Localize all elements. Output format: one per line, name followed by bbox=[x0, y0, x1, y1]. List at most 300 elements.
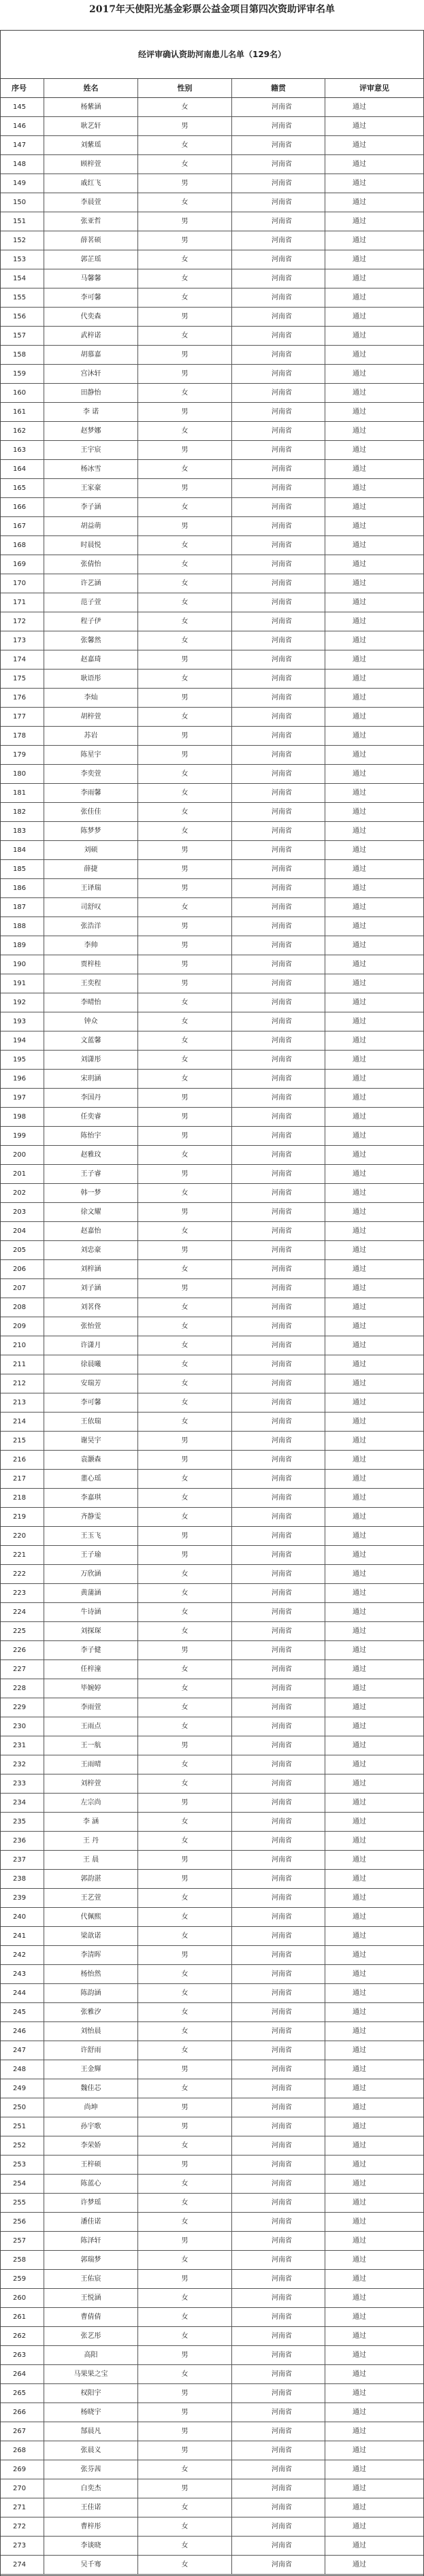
serial-cell: 247 bbox=[1, 2041, 44, 2060]
serial-cell: 259 bbox=[1, 2270, 44, 2288]
gender-cell: 女 bbox=[138, 2556, 232, 2574]
origin-cell: 河南省 bbox=[232, 422, 325, 440]
table-row bbox=[1, 974, 423, 993]
table-row bbox=[1, 746, 423, 765]
table-row bbox=[1, 2384, 423, 2403]
review-result-cell: 通过 bbox=[353, 1246, 366, 1254]
origin-cell: 河南省 bbox=[232, 1565, 325, 1583]
origin-cell: 河南省 bbox=[232, 2460, 325, 2479]
serial-cell: 243 bbox=[1, 1965, 44, 1983]
origin-cell: 河南省 bbox=[232, 1679, 325, 1698]
table-row bbox=[1, 1184, 423, 1203]
name-cell: 张倩怡 bbox=[44, 555, 138, 574]
origin-cell: 河南省 bbox=[232, 1908, 325, 1926]
review-result-cell: 通过 bbox=[353, 1647, 366, 1654]
serial-cell: 157 bbox=[1, 327, 44, 345]
review-result-cell: 通过 bbox=[353, 1780, 366, 1787]
serial-cell: 208 bbox=[1, 1298, 44, 1317]
origin-cell: 河南省 bbox=[232, 593, 325, 612]
serial-cell: 197 bbox=[1, 1089, 44, 1107]
table-row bbox=[1, 193, 423, 212]
review-result-cell: 通过 bbox=[353, 770, 366, 778]
table-row bbox=[1, 2441, 423, 2460]
origin-cell: 河南省 bbox=[232, 2098, 325, 2117]
header-name: 姓名 bbox=[44, 79, 138, 97]
review-result-cell: 通过 bbox=[353, 885, 366, 892]
gender-cell: 女 bbox=[138, 1755, 232, 1774]
origin-cell: 河南省 bbox=[232, 269, 325, 288]
review-result-cell: 通过 bbox=[353, 2371, 366, 2378]
gender-cell: 女 bbox=[138, 2308, 232, 2326]
name-cell: 王艺萱 bbox=[44, 1889, 138, 1907]
review-result-cell: 通过 bbox=[353, 865, 366, 873]
name-cell: 张馨然 bbox=[44, 631, 138, 650]
name-cell: 许艺涵 bbox=[44, 574, 138, 593]
serial-cell: 169 bbox=[1, 555, 44, 574]
origin-cell: 河南省 bbox=[232, 974, 325, 993]
origin-cell: 河南省 bbox=[232, 2175, 325, 2193]
review-result-cell: 通过 bbox=[353, 1913, 366, 1921]
table-row bbox=[1, 1470, 423, 1489]
gender-cell: 女 bbox=[138, 1889, 232, 1907]
review-result-cell: 通过 bbox=[353, 1685, 366, 1692]
table-row bbox=[1, 1089, 423, 1108]
serial-cell: 210 bbox=[1, 1336, 44, 1355]
serial-cell: 246 bbox=[1, 2022, 44, 2041]
table-row bbox=[1, 1889, 423, 1908]
gender-cell: 男 bbox=[138, 2232, 232, 2250]
serial-cell: 270 bbox=[1, 2479, 44, 2498]
gender-cell: 女 bbox=[138, 98, 232, 116]
name-cell: 王一航 bbox=[44, 1736, 138, 1755]
gender-cell: 男 bbox=[138, 1546, 232, 1564]
origin-cell: 河南省 bbox=[232, 860, 325, 878]
origin-cell: 河南省 bbox=[232, 1108, 325, 1126]
table-row bbox=[1, 2498, 423, 2517]
table-row bbox=[1, 2136, 423, 2156]
serial-cell: 240 bbox=[1, 1908, 44, 1926]
origin-cell: 河南省 bbox=[232, 1927, 325, 1945]
origin-cell: 河南省 bbox=[232, 746, 325, 764]
serial-cell: 196 bbox=[1, 1070, 44, 1088]
serial-cell: 209 bbox=[1, 1317, 44, 1336]
gender-cell: 女 bbox=[138, 2517, 232, 2536]
table-row bbox=[1, 1641, 423, 1660]
name-cell: 李雨萱 bbox=[44, 1698, 138, 1717]
table-row bbox=[1, 517, 423, 536]
review-result-cell: 通过 bbox=[353, 275, 366, 282]
gender-cell: 女 bbox=[138, 1260, 232, 1278]
name-cell: 刘硕 bbox=[44, 841, 138, 859]
gender-cell: 女 bbox=[138, 1508, 232, 1526]
origin-cell: 河南省 bbox=[232, 384, 325, 402]
origin-cell: 河南省 bbox=[232, 1432, 325, 1450]
name-cell: 万欣涵 bbox=[44, 1565, 138, 1583]
review-result-cell: 通过 bbox=[353, 332, 366, 340]
name-cell: 陈梦梦 bbox=[44, 822, 138, 840]
name-cell: 宋玥涵 bbox=[44, 1070, 138, 1088]
table-row bbox=[1, 1584, 423, 1603]
review-result-cell: 通过 bbox=[353, 370, 366, 378]
serial-cell: 165 bbox=[1, 479, 44, 497]
gender-cell: 女 bbox=[138, 1774, 232, 1793]
serial-cell: 260 bbox=[1, 2289, 44, 2307]
serial-cell: 218 bbox=[1, 1489, 44, 1507]
name-cell: 李子健 bbox=[44, 1641, 138, 1659]
gender-cell: 女 bbox=[138, 250, 232, 269]
table-row bbox=[1, 174, 423, 193]
review-result-cell: 通过 bbox=[353, 2542, 366, 2549]
name-cell: 李 诺 bbox=[44, 403, 138, 421]
review-result-cell: 通过 bbox=[353, 1761, 366, 1768]
review-result-cell: 通过 bbox=[353, 2218, 366, 2226]
name-cell: 陈泽轩 bbox=[44, 2232, 138, 2250]
origin-cell: 河南省 bbox=[232, 1260, 325, 1278]
review-result-cell: 通过 bbox=[353, 904, 366, 911]
gender-cell: 男 bbox=[138, 212, 232, 231]
origin-cell: 河南省 bbox=[232, 631, 325, 650]
origin-cell: 河南省 bbox=[232, 308, 325, 326]
name-cell: 孙宇歌 bbox=[44, 2117, 138, 2136]
serial-cell: 212 bbox=[1, 1374, 44, 1393]
review-result-cell: 通过 bbox=[353, 1075, 366, 1083]
name-cell: 杨晓宇 bbox=[44, 2403, 138, 2422]
gender-cell: 女 bbox=[138, 1584, 232, 1602]
origin-cell: 河南省 bbox=[232, 1051, 325, 1069]
review-result-cell: 通过 bbox=[353, 1399, 366, 1406]
serial-cell: 261 bbox=[1, 2308, 44, 2326]
review-result-cell: 通过 bbox=[353, 2504, 366, 2511]
table-row bbox=[1, 1794, 423, 1813]
review-result-cell: 通过 bbox=[353, 2199, 366, 2207]
serial-cell: 250 bbox=[1, 2098, 44, 2117]
review-result-cell: 通过 bbox=[353, 103, 366, 111]
origin-cell: 河南省 bbox=[232, 498, 325, 516]
serial-cell: 245 bbox=[1, 2003, 44, 2021]
name-cell: 李国丹 bbox=[44, 1089, 138, 1107]
review-result-cell: 通过 bbox=[353, 942, 366, 949]
review-result-cell: 通过 bbox=[353, 2123, 366, 2130]
origin-cell: 河南省 bbox=[232, 2079, 325, 2098]
gender-cell: 女 bbox=[138, 1984, 232, 2002]
name-cell: 赵嘉琦 bbox=[44, 650, 138, 669]
serial-cell: 167 bbox=[1, 517, 44, 535]
table-row bbox=[1, 1127, 423, 1146]
gender-cell: 女 bbox=[138, 2194, 232, 2212]
origin-cell: 河南省 bbox=[232, 1813, 325, 1831]
table-row bbox=[1, 2365, 423, 2384]
review-result-cell: 通过 bbox=[353, 1227, 366, 1235]
name-cell: 陈星宇 bbox=[44, 746, 138, 764]
name-cell: 程子伊 bbox=[44, 612, 138, 631]
name-cell: 王雨点 bbox=[44, 1717, 138, 1736]
origin-cell: 河南省 bbox=[232, 2289, 325, 2307]
table-row bbox=[1, 231, 423, 250]
table-row bbox=[1, 1813, 423, 1832]
serial-cell: 184 bbox=[1, 841, 44, 859]
origin-cell: 河南省 bbox=[232, 1965, 325, 1983]
table-row bbox=[1, 1946, 423, 1965]
page-title: 2017年天使阳光基金彩票公益金项目第四次资助评审名单 bbox=[89, 4, 335, 15]
table-row bbox=[1, 136, 423, 155]
serial-cell: 170 bbox=[1, 574, 44, 593]
review-result-cell: 通过 bbox=[353, 2142, 366, 2149]
serial-cell: 248 bbox=[1, 2060, 44, 2079]
review-result-cell: 通过 bbox=[353, 1170, 366, 1178]
review-result-cell: 通过 bbox=[353, 827, 366, 835]
serial-cell: 252 bbox=[1, 2136, 44, 2155]
gender-cell: 男 bbox=[138, 1432, 232, 1450]
review-result-cell: 通过 bbox=[353, 199, 366, 206]
serial-cell: 163 bbox=[1, 441, 44, 459]
serial-cell: 271 bbox=[1, 2498, 44, 2517]
review-result-cell: 通过 bbox=[353, 1437, 366, 1444]
origin-cell: 河南省 bbox=[232, 288, 325, 307]
origin-cell: 河南省 bbox=[232, 1222, 325, 1240]
name-cell: 任奕睿 bbox=[44, 1108, 138, 1126]
origin-cell: 河南省 bbox=[232, 708, 325, 726]
serial-cell: 251 bbox=[1, 2117, 44, 2136]
gender-cell: 男 bbox=[138, 2156, 232, 2174]
gender-cell: 男 bbox=[138, 974, 232, 993]
serial-cell: 171 bbox=[1, 593, 44, 612]
review-result-cell: 通过 bbox=[353, 1628, 366, 1635]
serial-cell: 230 bbox=[1, 1717, 44, 1736]
serial-cell: 242 bbox=[1, 1946, 44, 1964]
name-cell: 马果果之宝 bbox=[44, 2365, 138, 2383]
review-result-cell: 通过 bbox=[353, 580, 366, 587]
origin-cell: 河南省 bbox=[232, 1393, 325, 1412]
gender-cell: 男 bbox=[138, 1241, 232, 1259]
review-result-cell: 通过 bbox=[353, 2466, 366, 2473]
table-subtitle: 经评审确认资助河南患儿名单（129名） bbox=[1, 31, 423, 79]
table-row bbox=[1, 574, 423, 593]
serial-cell: 145 bbox=[1, 98, 44, 116]
review-result-cell: 通过 bbox=[353, 675, 366, 682]
serial-cell: 224 bbox=[1, 1603, 44, 1621]
gender-cell: 男 bbox=[138, 1279, 232, 1298]
gender-cell: 男 bbox=[138, 1946, 232, 1964]
gender-cell: 男 bbox=[138, 879, 232, 897]
review-result-cell: 通过 bbox=[353, 1513, 366, 1521]
table-row bbox=[1, 2194, 423, 2213]
review-result-cell: 通过 bbox=[353, 1723, 366, 1730]
name-cell: 陈韵涵 bbox=[44, 1984, 138, 2002]
serial-cell: 155 bbox=[1, 288, 44, 307]
gender-cell: 女 bbox=[138, 1070, 232, 1088]
origin-cell: 河南省 bbox=[232, 1546, 325, 1564]
name-cell: 李灿 bbox=[44, 689, 138, 707]
table-row bbox=[1, 1355, 423, 1374]
gender-cell: 女 bbox=[138, 1031, 232, 1050]
name-cell: 薛茗硕 bbox=[44, 231, 138, 250]
origin-cell: 河南省 bbox=[232, 346, 325, 364]
origin-cell: 河南省 bbox=[232, 1889, 325, 1907]
gender-cell: 男 bbox=[138, 2117, 232, 2136]
review-result-cell: 通过 bbox=[353, 2332, 366, 2340]
name-cell: 薛捷 bbox=[44, 860, 138, 878]
gender-cell: 女 bbox=[138, 555, 232, 574]
name-cell: 潘佳诺 bbox=[44, 2213, 138, 2231]
name-cell: 李可馨 bbox=[44, 1393, 138, 1412]
gender-cell: 女 bbox=[138, 136, 232, 154]
name-cell: 王 丹 bbox=[44, 1832, 138, 1850]
serial-cell: 211 bbox=[1, 1355, 44, 1374]
table-row bbox=[1, 955, 423, 974]
review-result-cell: 通过 bbox=[353, 1113, 366, 1121]
gender-cell: 男 bbox=[138, 2403, 232, 2422]
serial-cell: 202 bbox=[1, 1184, 44, 1202]
origin-cell: 河南省 bbox=[232, 1355, 325, 1374]
table-row bbox=[1, 1108, 423, 1127]
origin-cell: 河南省 bbox=[232, 2156, 325, 2174]
origin-cell: 河南省 bbox=[232, 212, 325, 231]
name-cell: 韩一梦 bbox=[44, 1184, 138, 1202]
table-row bbox=[1, 1698, 423, 1717]
origin-cell: 河南省 bbox=[232, 1203, 325, 1221]
gender-cell: 女 bbox=[138, 1393, 232, 1412]
name-cell: 赵嘉怡 bbox=[44, 1222, 138, 1240]
table-row bbox=[1, 1527, 423, 1546]
serial-cell: 267 bbox=[1, 2422, 44, 2441]
gender-cell: 男 bbox=[138, 1641, 232, 1659]
name-cell: 李帅 bbox=[44, 936, 138, 955]
review-result-cell: 通过 bbox=[353, 999, 366, 1006]
serial-cell: 249 bbox=[1, 2079, 44, 2098]
origin-cell: 河南省 bbox=[232, 1622, 325, 1640]
name-cell: 谢昊宇 bbox=[44, 1432, 138, 1450]
table-row bbox=[1, 993, 423, 1012]
serial-cell: 236 bbox=[1, 1832, 44, 1850]
serial-cell: 263 bbox=[1, 2346, 44, 2364]
table-row bbox=[1, 1736, 423, 1755]
table-row bbox=[1, 898, 423, 917]
origin-cell: 河南省 bbox=[232, 1012, 325, 1031]
serial-cell: 185 bbox=[1, 860, 44, 878]
origin-cell: 河南省 bbox=[232, 155, 325, 174]
origin-cell: 河南省 bbox=[232, 727, 325, 745]
review-result-cell: 通过 bbox=[353, 2523, 366, 2530]
origin-cell: 河南省 bbox=[232, 1146, 325, 1164]
review-result-cell: 通过 bbox=[353, 351, 366, 359]
serial-cell: 179 bbox=[1, 746, 44, 764]
serial-cell: 268 bbox=[1, 2441, 44, 2460]
serial-cell: 215 bbox=[1, 1432, 44, 1450]
review-result-cell: 通过 bbox=[353, 846, 366, 854]
origin-cell: 河南省 bbox=[232, 2251, 325, 2269]
table-row bbox=[1, 1413, 423, 1432]
gender-cell: 男 bbox=[138, 2060, 232, 2079]
table-row bbox=[1, 2422, 423, 2441]
name-cell: 李清晖 bbox=[44, 1946, 138, 1964]
origin-cell: 河南省 bbox=[232, 1794, 325, 1812]
table-row bbox=[1, 1851, 423, 1870]
serial-cell: 235 bbox=[1, 1813, 44, 1831]
review-result-cell: 通过 bbox=[353, 1818, 366, 1826]
serial-cell: 256 bbox=[1, 2213, 44, 2231]
name-cell: 时晨悦 bbox=[44, 536, 138, 555]
origin-cell: 河南省 bbox=[232, 2517, 325, 2536]
table-row bbox=[1, 250, 423, 269]
gender-cell: 女 bbox=[138, 1813, 232, 1831]
name-cell: 贾梓桂 bbox=[44, 955, 138, 974]
review-result-cell: 通过 bbox=[353, 1742, 366, 1749]
gender-cell: 女 bbox=[138, 2079, 232, 2098]
table-row bbox=[1, 1298, 423, 1317]
table-row bbox=[1, 784, 423, 803]
table-row bbox=[1, 288, 423, 308]
origin-cell: 河南省 bbox=[232, 1298, 325, 1317]
serial-cell: 161 bbox=[1, 403, 44, 421]
header-serial: 序号 bbox=[1, 79, 44, 97]
origin-cell: 河南省 bbox=[232, 2022, 325, 2041]
origin-cell: 河南省 bbox=[232, 1317, 325, 1336]
gender-cell: 女 bbox=[138, 1317, 232, 1336]
review-result-cell: 通过 bbox=[353, 1589, 366, 1597]
gender-cell: 女 bbox=[138, 1146, 232, 1164]
gender-cell: 女 bbox=[138, 1679, 232, 1698]
serial-cell: 186 bbox=[1, 879, 44, 897]
serial-cell: 241 bbox=[1, 1927, 44, 1945]
serial-cell: 151 bbox=[1, 212, 44, 231]
review-result-cell: 通过 bbox=[353, 1856, 366, 1864]
review-result-cell: 通过 bbox=[353, 2104, 366, 2111]
serial-cell: 194 bbox=[1, 1031, 44, 1050]
gender-cell: 女 bbox=[138, 2041, 232, 2060]
serial-cell: 226 bbox=[1, 1641, 44, 1659]
name-cell: 戚红飞 bbox=[44, 174, 138, 193]
name-cell: 李奕萱 bbox=[44, 765, 138, 783]
review-result-cell: 通过 bbox=[353, 1494, 366, 1502]
gender-cell: 男 bbox=[138, 308, 232, 326]
gender-cell: 男 bbox=[138, 1108, 232, 1126]
gender-cell: 女 bbox=[138, 1489, 232, 1507]
review-result-cell: 通过 bbox=[353, 2085, 366, 2092]
name-cell: 宫沐轩 bbox=[44, 365, 138, 383]
table-row bbox=[1, 1660, 423, 1679]
gender-cell: 男 bbox=[138, 1736, 232, 1755]
origin-cell: 河南省 bbox=[232, 670, 325, 688]
serial-cell: 213 bbox=[1, 1393, 44, 1412]
origin-cell: 河南省 bbox=[232, 1527, 325, 1545]
table-row bbox=[1, 936, 423, 955]
serial-cell: 272 bbox=[1, 2517, 44, 2536]
table-row bbox=[1, 1755, 423, 1774]
table-row bbox=[1, 803, 423, 822]
serial-cell: 223 bbox=[1, 1584, 44, 1602]
review-result-cell: 通过 bbox=[353, 1361, 366, 1368]
table-row bbox=[1, 1832, 423, 1851]
review-result-cell: 通过 bbox=[353, 1475, 366, 1483]
table-row bbox=[1, 2213, 423, 2232]
name-cell: 刘怡晨 bbox=[44, 2022, 138, 2041]
name-cell: 范子萱 bbox=[44, 593, 138, 612]
gender-cell: 女 bbox=[138, 574, 232, 593]
table-row bbox=[1, 403, 423, 422]
review-result-cell: 通过 bbox=[353, 408, 366, 416]
serial-cell: 239 bbox=[1, 1889, 44, 1907]
origin-cell: 河南省 bbox=[232, 136, 325, 154]
serial-cell: 262 bbox=[1, 2327, 44, 2345]
review-result-cell: 通过 bbox=[353, 294, 366, 301]
review-result-cell: 通过 bbox=[353, 542, 366, 549]
gender-cell: 女 bbox=[138, 612, 232, 631]
name-cell: 李谈晓 bbox=[44, 2537, 138, 2555]
review-result-cell: 通过 bbox=[353, 2237, 366, 2245]
gender-cell: 女 bbox=[138, 1565, 232, 1583]
name-cell: 王悦涵 bbox=[44, 2289, 138, 2307]
table-row bbox=[1, 1317, 423, 1336]
